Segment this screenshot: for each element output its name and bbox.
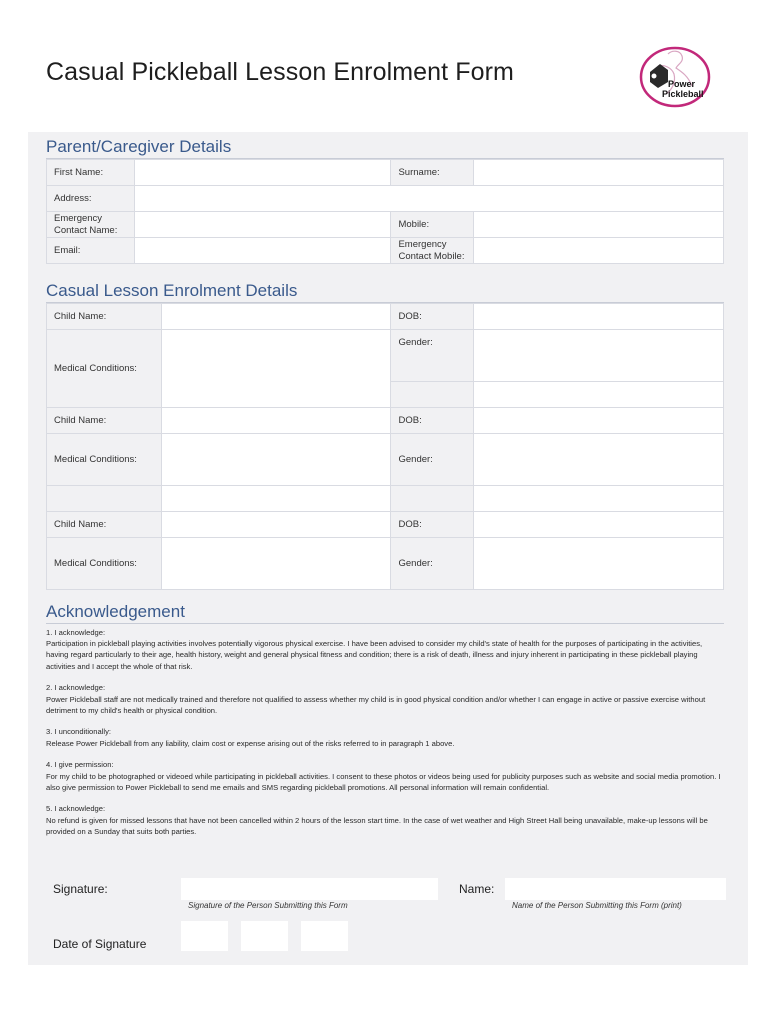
date-of-signature-label: Date of Signature	[53, 937, 147, 951]
child-3-dob-field[interactable]	[474, 512, 724, 538]
date-day-field[interactable]	[181, 921, 228, 951]
child-3-dob-label: DOB:	[391, 512, 474, 538]
child-3-gender-field[interactable]	[474, 538, 724, 590]
ack-item-4	[46, 759, 726, 793]
child-1-gender-label: Gender:	[391, 330, 474, 382]
email-field[interactable]	[134, 238, 391, 264]
name-label: Name:	[459, 882, 495, 896]
logo-text-pickleball: Pickleball	[662, 89, 704, 99]
address-field[interactable]	[134, 186, 723, 212]
child-1-dob-field[interactable]	[474, 304, 724, 330]
ack-item-title: 1. I acknowledge:	[46, 628, 106, 637]
emergency-contact-name-field[interactable]	[134, 212, 391, 238]
mobile-label: Mobile:	[391, 212, 474, 238]
ack-item-title: 5. I acknowledge:	[46, 804, 106, 814]
child-1-dob-label: DOB:	[391, 304, 474, 330]
child-2-medical-label: Medical Conditions:	[47, 434, 162, 486]
child-2-name-field[interactable]	[161, 408, 391, 434]
child-1-medical-label: Medical Conditions:	[47, 330, 162, 408]
ack-item-title: 3. I unconditionally:	[46, 727, 112, 737]
acknowledgement-heading: Acknowledgement	[46, 602, 185, 621]
email-label: Email:	[47, 238, 135, 264]
child-2-medical-field[interactable]	[161, 434, 391, 486]
ack-item-body: Release Power Pickleball from any liability, claim cost or expense arising out of the risks referred to in paragraph 1 above.	[46, 738, 455, 748]
signature-caption: Signature of the Person Submitting this Form	[188, 901, 348, 910]
section-divider	[46, 623, 724, 624]
ack-item-body: No refund is given for missed lessons that have not been cancelled within 2 hours of the lesson start time. In the case of wet weather and High Street Hall being unavailable, make-up lessons will be provided on a Sunday that suits both parties.	[46, 815, 708, 836]
child-2-dob-label: DOB:	[391, 408, 474, 434]
ack-item-1	[46, 627, 726, 672]
emergency-contact-mobile-field[interactable]	[474, 238, 724, 264]
child-1-medical-field[interactable]	[161, 330, 391, 408]
date-month-field[interactable]	[241, 921, 288, 951]
signature-label: Signature:	[53, 882, 108, 896]
date-year-field[interactable]	[301, 921, 348, 951]
child-2-gender-label: Gender:	[391, 434, 474, 486]
child-3-name-field[interactable]	[161, 512, 391, 538]
child-2-name-label: Child Name:	[47, 408, 162, 434]
mobile-field[interactable]	[474, 212, 724, 238]
child-1-gender-field[interactable]	[474, 330, 724, 382]
child-2-dob-field[interactable]	[474, 408, 724, 434]
child-1-name-field[interactable]	[161, 304, 391, 330]
ack-item-5	[46, 803, 726, 837]
surname-field[interactable]	[474, 160, 724, 186]
child-3-name-label: Child Name:	[47, 512, 162, 538]
ack-item-3	[46, 726, 726, 748]
logo-text-power: Power	[668, 79, 696, 89]
child-3-gender-label: Gender:	[391, 538, 474, 590]
page-title: Casual Pickleball Lesson Enrolment Form	[46, 58, 514, 86]
address-label: Address:	[47, 186, 135, 212]
child-1-name-label: Child Name:	[47, 304, 162, 330]
ack-item-body: Participation in pickleball playing activities involves potentially vigorous physical exercise. I have been advised to consider my child's state of health for the purposes of participating in the activities, having regard particularly to their age, health history, weight and general physical fitness and condition; there is a risk of death, illness and injury inherent in participating in these pickleball playing activities and I accept the whole of that risk.	[46, 639, 703, 671]
ack-item-body: Power Pickleball staff are not medically trained and therefore not qualified to assess whether my child is in good physical condition and/or whether I can engage in active or passive exercise without detriment to my child's health or physical condition.	[46, 694, 706, 715]
child-3-medical-label: Medical Conditions:	[47, 538, 162, 590]
enrolment-section-heading: Casual Lesson Enrolment Details	[46, 281, 298, 300]
acknowledgement-list	[46, 627, 726, 848]
ack-item-2	[46, 682, 726, 716]
parent-details-table	[46, 159, 724, 264]
first-name-label: First Name:	[47, 160, 135, 186]
ack-item-title: 4. I give permission:	[46, 760, 114, 770]
ack-item-body: For my child to be photographed or videoed while participating in pickleball activities. I consent to these photos or videos being used for publicity purposes such as website and social media promotion. I also give permission to Power Pickleball to send me emails and SMS regarding pickleball promotions. All personal information will remain confidential.	[46, 771, 721, 792]
first-name-field[interactable]	[134, 160, 391, 186]
emergency-contact-mobile-label: Emergency Contact Mobile:	[391, 238, 474, 264]
power-pickleball-logo-icon	[638, 46, 712, 108]
enrolment-details-table	[46, 303, 724, 590]
signature-field[interactable]	[181, 878, 438, 900]
name-field[interactable]	[505, 878, 726, 900]
name-caption: Name of the Person Submitting this Form (print)	[512, 901, 682, 910]
parent-section-heading: Parent/Caregiver Details	[46, 137, 232, 156]
child-2-gender-field[interactable]	[474, 434, 724, 486]
emergency-contact-name-label: Emergency Contact Name:	[47, 212, 135, 238]
surname-label: Surname:	[391, 160, 474, 186]
ack-item-title: 2. I acknowledge:	[46, 683, 106, 693]
child-3-medical-field[interactable]	[161, 538, 391, 590]
